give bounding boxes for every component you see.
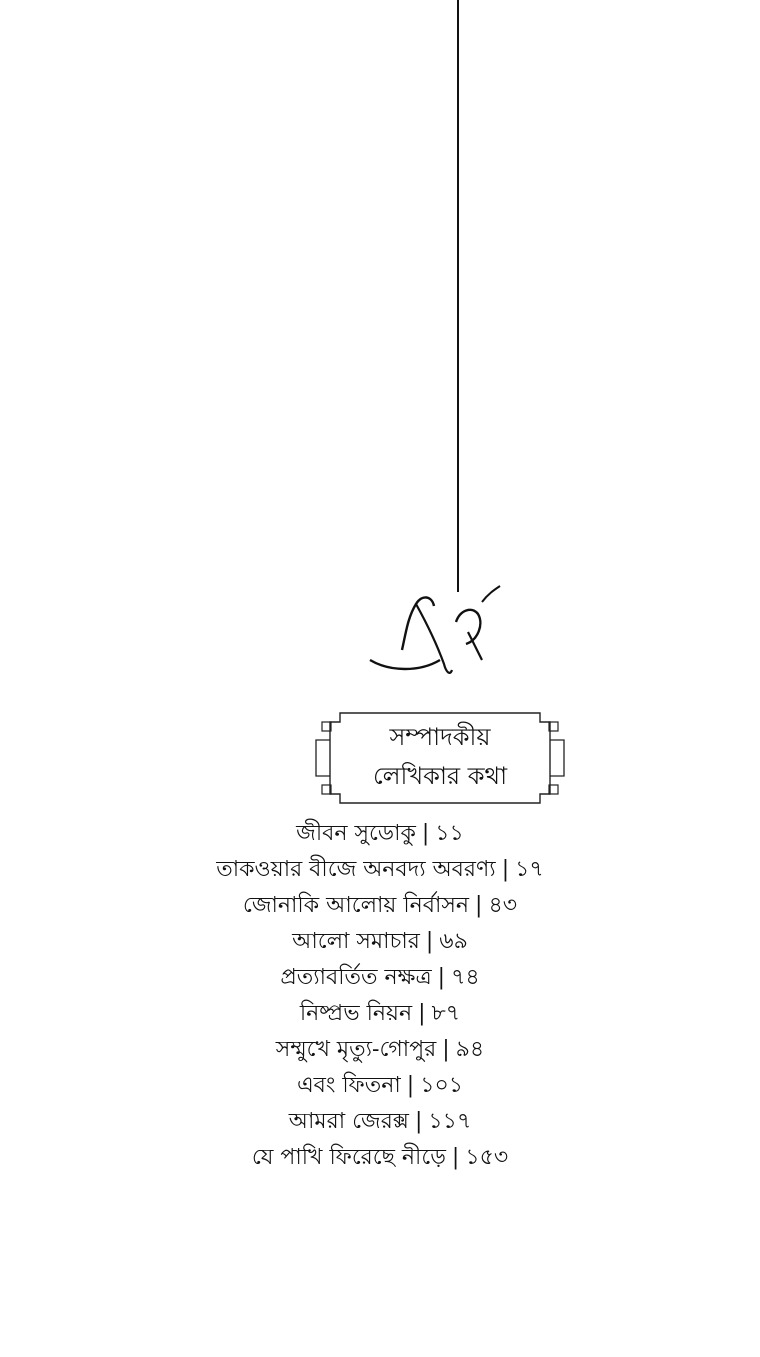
toc-page: ৮৭ [431, 1001, 461, 1026]
toc-page: ৬৯ [439, 929, 468, 954]
toc-title: প্রত্যাবর্তিত নক্ষত্র [280, 965, 432, 990]
toc-page: ৪৩ [488, 893, 518, 918]
framed-item-editorial[interactable]: সম্পাদকীয় [389, 723, 491, 751]
toc-separator: | [406, 1073, 415, 1098]
toc-entry[interactable] [0, 996, 760, 1032]
toc-title: আলো সমাচার [292, 929, 420, 954]
toc-separator: | [418, 1001, 426, 1026]
toc-separator: | [437, 965, 446, 990]
toc-title: জীবন সুডোকু [296, 821, 416, 846]
toc-separator: | [414, 1109, 423, 1134]
toc-title: এবং ফিতনা [296, 1073, 401, 1098]
calligraphy-heading-icon [360, 572, 510, 687]
toc-separator: | [501, 857, 510, 882]
toc-title: জোনাকি আলোয় নির্বাসন [242, 893, 470, 918]
toc-title: আমরা জেরক্স [288, 1109, 409, 1134]
table-of-contents [0, 816, 760, 1176]
framed-section [312, 710, 568, 806]
toc-title: নিষ্প্রভ নিয়ন [299, 1001, 413, 1026]
toc-entry[interactable] [0, 1068, 760, 1104]
toc-entry[interactable] [0, 960, 760, 996]
toc-entry[interactable] [0, 816, 760, 852]
hanging-line [457, 0, 459, 592]
toc-page: ১১৭ [428, 1109, 472, 1134]
toc-page: ১১ [435, 821, 464, 846]
toc-title: সম্মুখে মৃত্যু-গোপুর [275, 1037, 437, 1062]
toc-page: ১০১ [420, 1073, 464, 1098]
toc-separator: | [475, 893, 483, 918]
toc-separator: | [442, 1037, 450, 1062]
toc-page: ৯৪ [455, 1037, 485, 1062]
toc-page: ৭৪ [451, 965, 480, 990]
toc-title: যে পাখি ফিরেছে নীড়ে [251, 1145, 446, 1170]
toc-title: তাকওয়ার বীজে অনবদ্য অবরণ্য [216, 857, 496, 882]
toc-separator: | [451, 1145, 460, 1170]
toc-separator: | [421, 821, 430, 846]
toc-entry[interactable] [0, 852, 760, 888]
contents-heading [360, 572, 510, 687]
toc-entry[interactable] [0, 924, 760, 960]
toc-entry[interactable] [0, 888, 760, 924]
toc-separator: | [425, 929, 434, 954]
toc-entry[interactable] [0, 1032, 760, 1068]
toc-page: ১৫৩ [465, 1145, 509, 1170]
toc-entry[interactable] [0, 1104, 760, 1140]
framed-item-author-note[interactable]: লেখিকার কথা [372, 762, 508, 790]
toc-entry[interactable] [0, 1140, 760, 1176]
toc-page: ১৭ [515, 857, 544, 882]
